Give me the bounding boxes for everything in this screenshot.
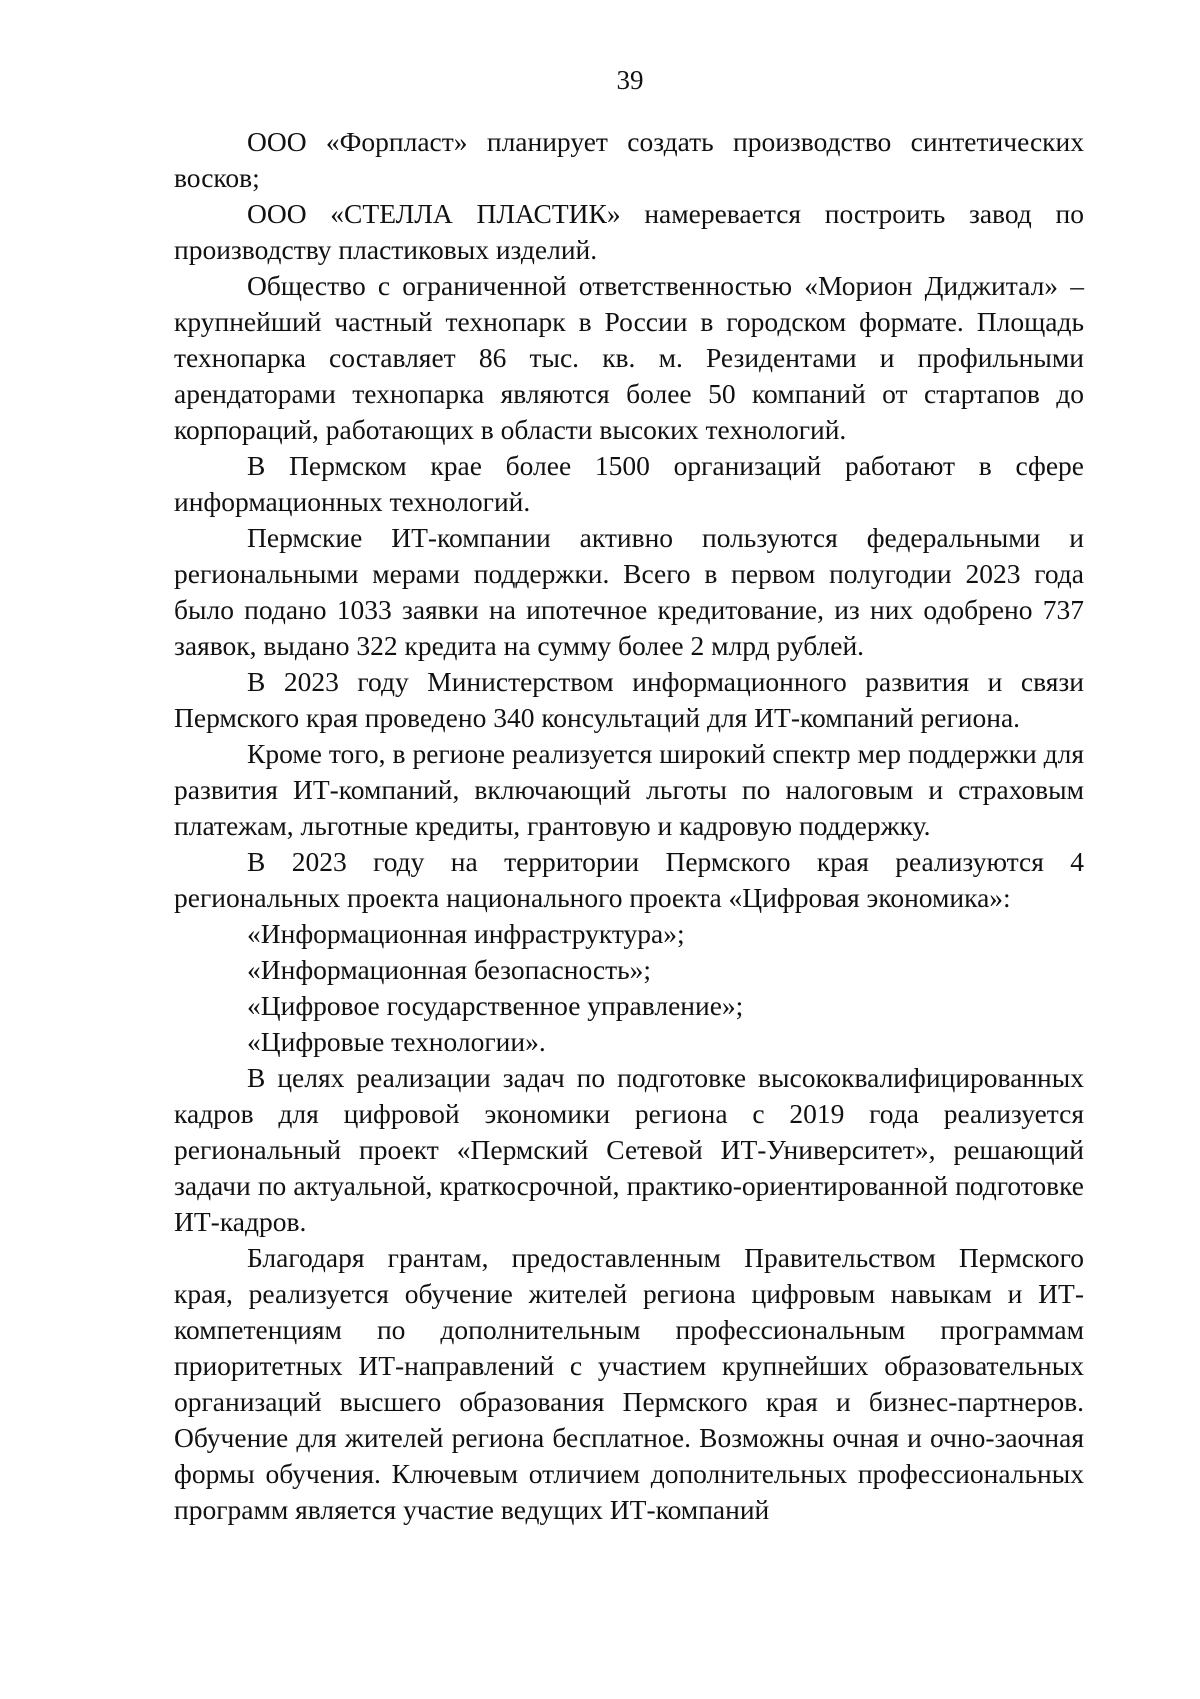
paragraph-ministry-consultations: В 2023 году Министерством информационного развития и связи Пермского края проведено 340 консультаций для ИТ-компаний региона. [174, 666, 1084, 733]
paragraph-it-organizations-count: В Пермском крае более 1500 организаций работают в сфере информационных технологий. [174, 450, 1084, 517]
paragraph-morion-digital: Общество с ограниченной ответственностью «Морион Диджитал» – крупнейший частный технопарк в России в городском формате. Площадь технопарка составляет 86 тыс. кв. м. Резидентами и профильными арендаторами технопарка являются более 50 компаний от стартапов до корпораций, работающих в области высоких технологий. [174, 270, 1084, 445]
paragraph-stella-plastik: ООО «СТЕЛЛА ПЛАСТИК» намеревается построить завод по производству пластиковых изделий. [174, 198, 1084, 265]
list-item-info-security: «Информационная безопасность»; [247, 954, 652, 985]
list-item-digital-government: «Цифровое государственное управление»; [247, 990, 744, 1021]
page-number: 39 [616, 65, 644, 95]
paragraph-it-university: В целях реализации задач по подготовке высококвалифицированных кадров для цифровой экономики региона с 2019 года реализуется региональный проект «Пермский Сетевой ИТ-Университет», решающий задачи по актуальной, краткосрочной, практико-ориентированной подготовке ИТ-кадров. [174, 1062, 1084, 1237]
paragraph-regional-projects-intro: В 2023 году на территории Пермского края реализуются 4 региональных проекта национального проекта «Цифровая экономика»: [174, 846, 1084, 913]
paragraph-support-measures-stats: Пермские ИТ-компании активно пользуются федеральными и региональными мерами поддержки. Всего в первом полугодии 2023 года было подано 1033 заявки на ипотечное кредитование, из них одобрено 737 заявок, выдано 322 кредита на сумму более 2 млрд рублей. [174, 522, 1084, 661]
list-item-digital-technologies: «Цифровые технологии». [247, 1026, 546, 1057]
document-body [174, 124, 1084, 1528]
list-item-info-infrastructure: «Информационная инфраструктура»; [247, 918, 685, 949]
paragraph-grants-training: Благодаря грантам, предоставленным Правительством Пермского края, реализуется обучение жителей региона цифровым навыкам и ИТ-компетенциям по дополнительным профессиональным программам приоритетных ИТ-направлений с участием крупнейших образовательных организаций высшего образования Пермского края и бизнес-партнеров. Обучение для жителей региона бесплатное. Возможны очная и очно-заочная формы обучения. Ключевым отличием дополнительных профессиональных программ является участие ведущих ИТ-компаний [174, 1242, 1084, 1525]
paragraph-forplast: ООО «Форпласт» планирует создать производство синтетических восков; [174, 126, 1084, 193]
paragraph-support-spectrum: Кроме того, в регионе реализуется широкий спектр мер поддержки для развития ИТ-компаний, включающий льготы по налоговым и страховым платежам, льготные кредиты, грантовую и кадровую поддержку. [174, 738, 1084, 841]
